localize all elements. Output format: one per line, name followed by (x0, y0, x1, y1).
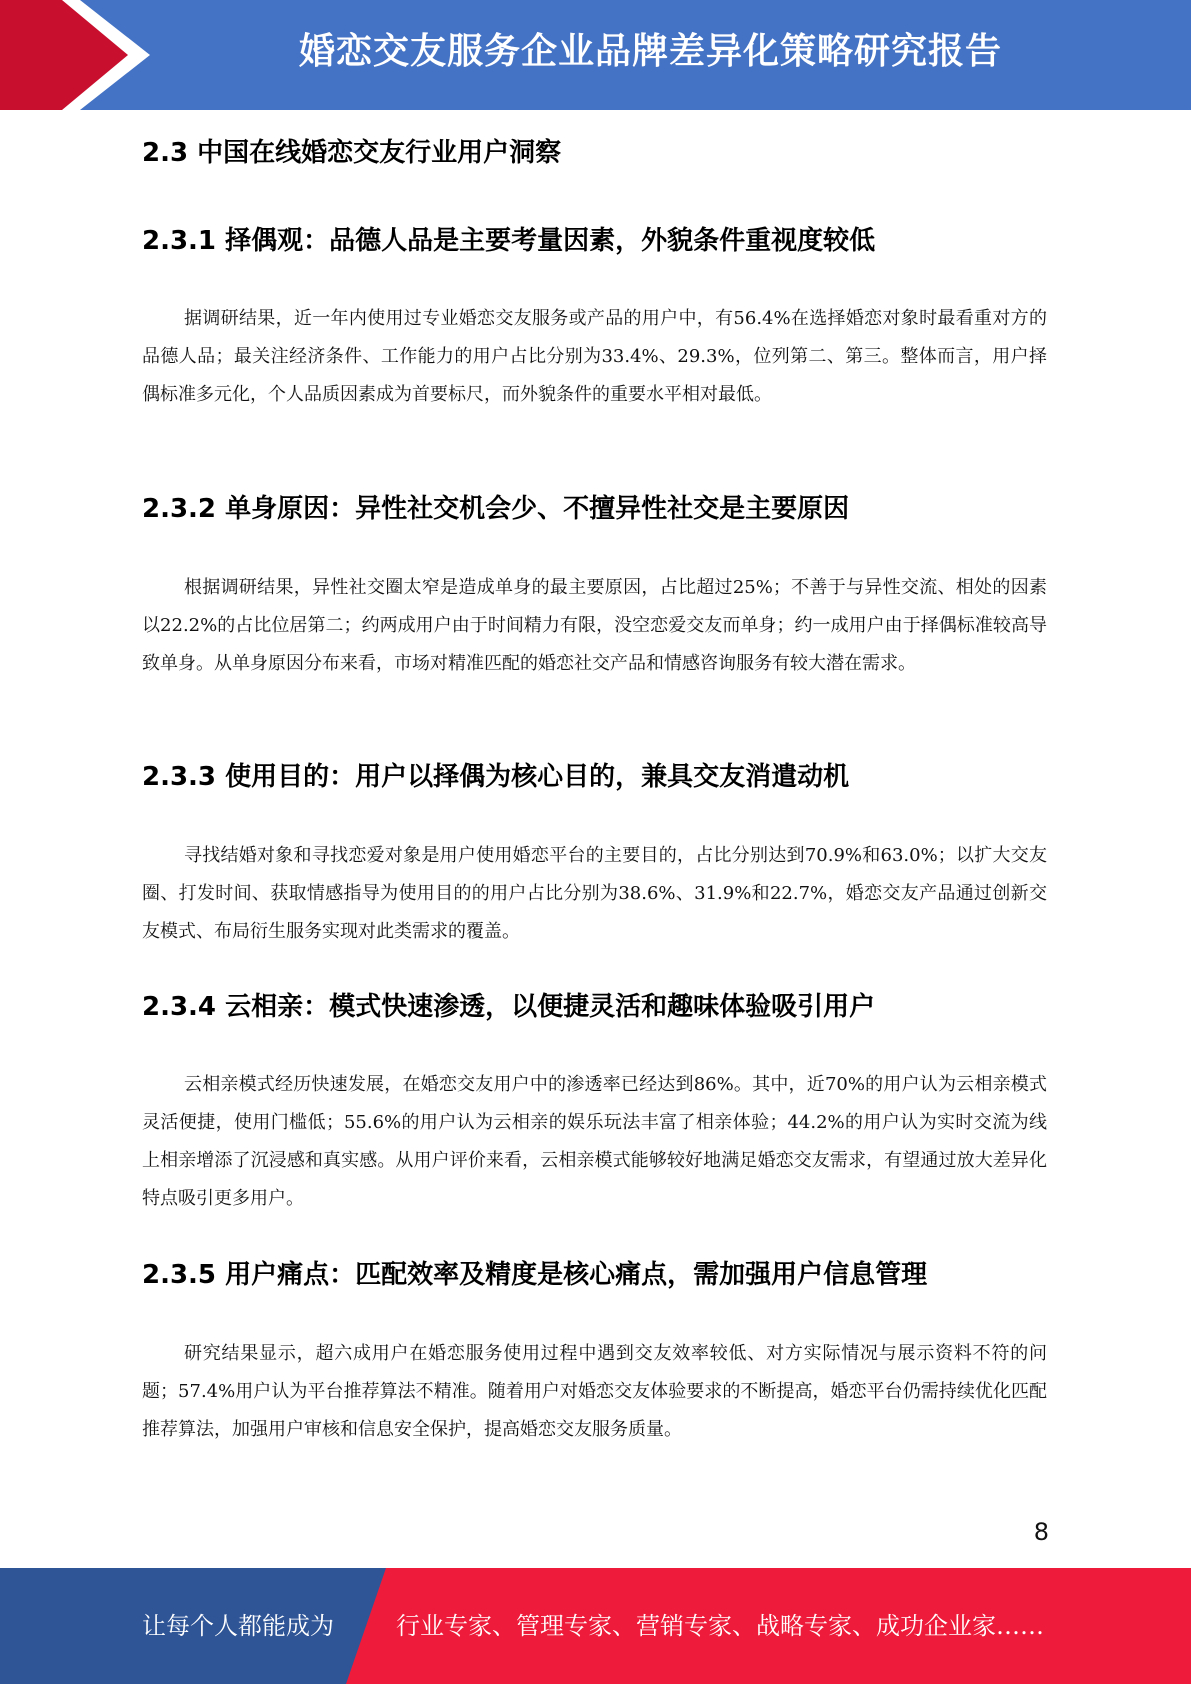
footer-slogan-right: 行业专家、管理专家、营销专家、战略专家、成功企业家…… (396, 1612, 1044, 1640)
subsection-heading-2: 2.3.2 单身原因：异性社交机会少、不擅异性社交是主要原因 (142, 494, 850, 524)
subsection-heading-3: 2.3.3 使用目的：用户以择偶为核心目的，兼具交友消遣动机 (142, 762, 850, 792)
footer-slogan-left: 让每个人都能成为 (142, 1612, 334, 1640)
subsection-heading-5: 2.3.5 用户痛点：匹配效率及精度是核心痛点，需加强用户信息管理 (142, 1260, 928, 1290)
subsection-body-3: 寻找结婚对象和寻找恋爱对象是用户使用婚恋平台的主要目的，占比分别达到70.9%和63.0%；以扩大交友圈、打发时间、获取情感指导为使用目的的用户占比分别为38.6%、31.9%和22.7%，婚恋交友产品通过创新交友模式、布局衍生服务实现对此类需求的覆盖。 (142, 845, 1047, 942)
subsection-heading-4: 2.3.4 云相亲：模式快速渗透，以便捷灵活和趣味体验吸引用户 (142, 992, 876, 1022)
report-title: 婚恋交友服务企业品牌差异化策略研究报告 (298, 31, 1002, 72)
header-banner (0, 0, 1191, 110)
subsection-body-4: 云相亲模式经历快速发展，在婚恋交友用户中的渗透率已经达到86%。其中，近70%的用户认为云相亲模式灵活便捷，使用门槛低；55.6%的用户认为云相亲的娱乐玩法丰富了相亲体验；44.2%的用户认为实时交流为线上相亲增添了沉浸感和真实感。从用户评价来看，云相亲模式能够较好地满足婚恋交友需求，有望通过放大差异化特点吸引更多用户。 (142, 1074, 1047, 1209)
subsection-body-2: 根据调研结果，异性社交圈太窄是造成单身的最主要原因，占比超过25%；不善于与异性交流、相处的因素以22.2%的占比位居第二；约两成用户由于时间精力有限，没空恋爱交友而单身；约一成用户由于择偶标准较高导致单身。从单身原因分布来看，市场对精准匹配的婚恋社交产品和情感咨询服务有较大潜在需求。 (142, 577, 1047, 674)
section-title: 2.3 中国在线婚恋交友行业用户洞察 (142, 138, 562, 168)
subsection-body-5: 研究结果显示，超六成用户在婚恋服务使用过程中遇到交友效率较低、对方实际情况与展示资料不符的问题；57.4%用户认为平台推荐算法不精准。随着用户对婚恋交友体验要求的不断提高，婚恋平台仍需持续优化匹配推荐算法，加强用户审核和信息安全保护，提高婚恋交友服务质量。 (142, 1343, 1047, 1440)
page-number: 8 (1033, 1518, 1049, 1546)
subsection-heading-1: 2.3.1 择偶观：品德人品是主要考量因素，外貌条件重视度较低 (142, 226, 876, 256)
subsection-body-1: 据调研结果，近一年内使用过专业婚恋交友服务或产品的用户中，有56.4%在选择婚恋对象时最看重对方的品德人品；最关注经济条件、工作能力的用户占比分别为33.4%、29.3%，位列第二、第三。整体而言，用户择偶标准多元化，个人品质因素成为首要标尺，而外貌条件的重要水平相对最低。 (142, 308, 1047, 405)
